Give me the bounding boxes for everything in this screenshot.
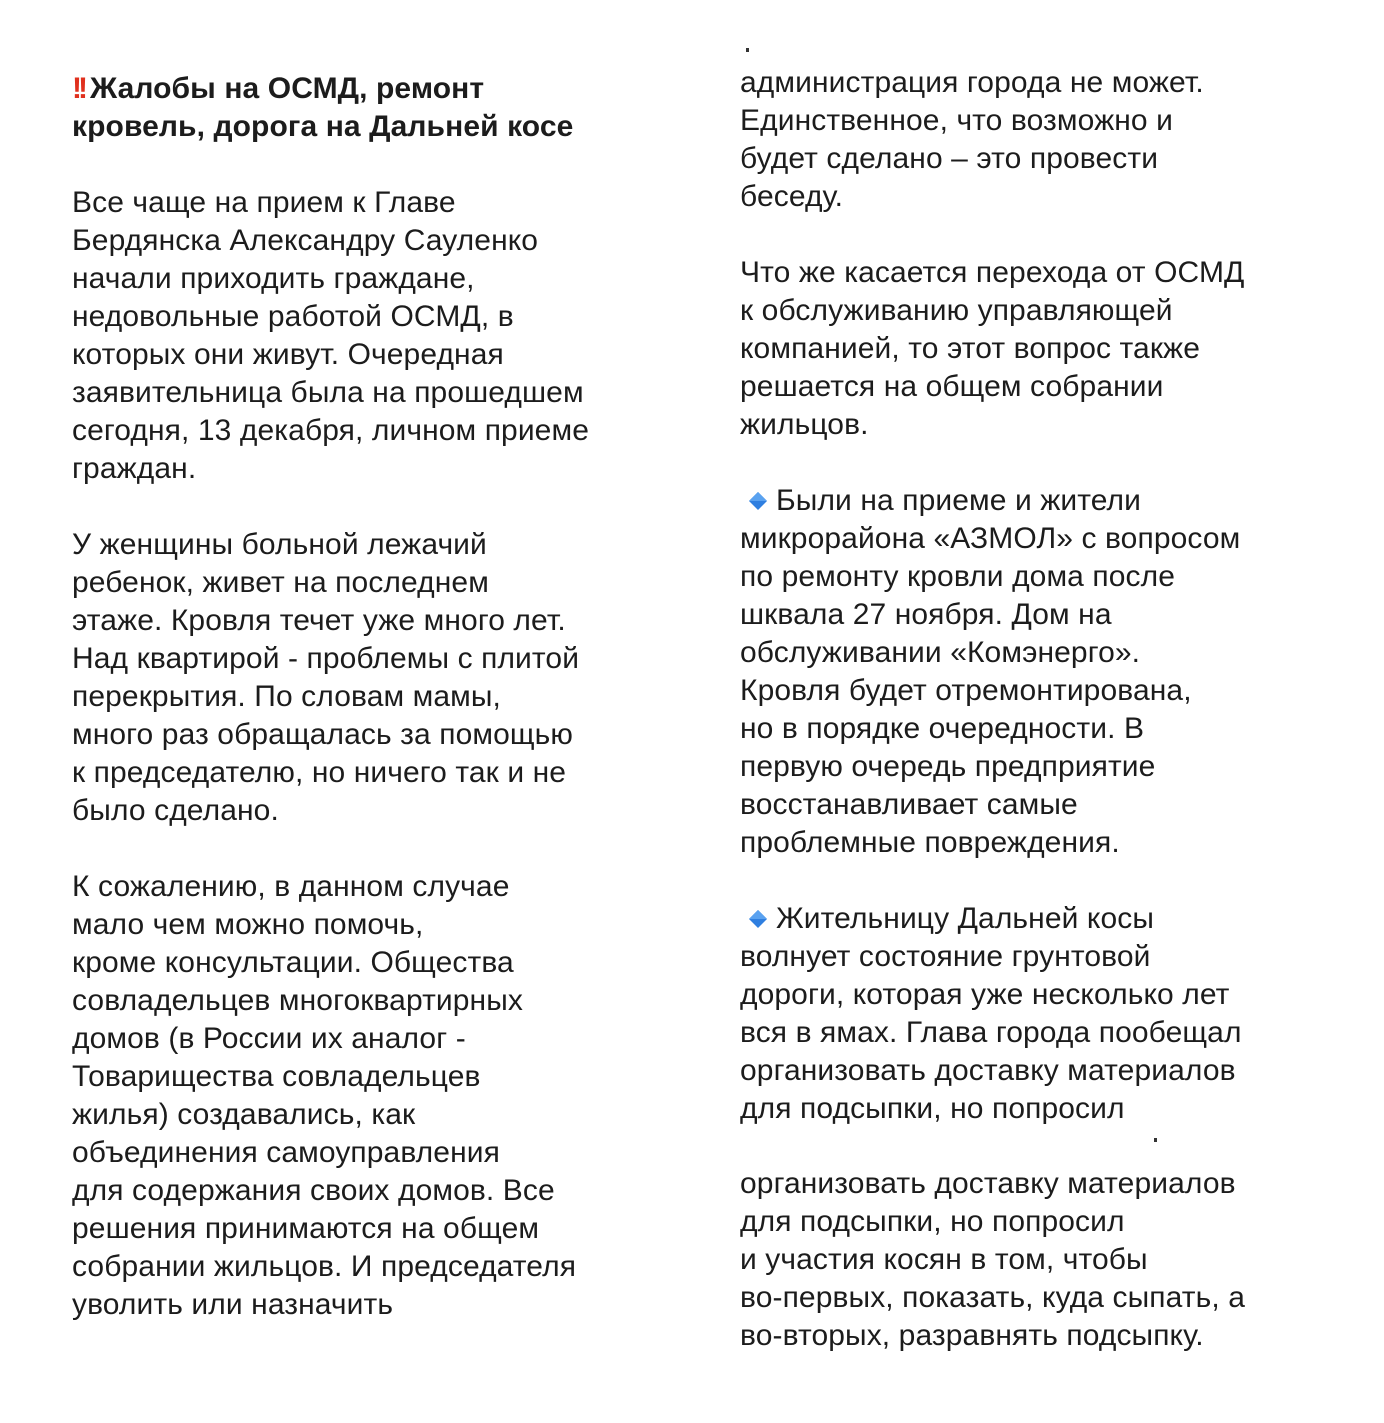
paragraph-right-3: Были на приеме и жители микрорайона «АЗМОЛ» с вопросом по ремонту кровли дома после шквала 27 ноября. Дом на обслуживании «Комэнерго». Кровля будет отремонтирована, но в порядке очередности. В первую очередь предприятие восстанавливает самые проблемные повреждения. — [740, 484, 1241, 859]
paragraph-left-1: Все чаще на прием к Главе Бердянска Александру Сауленко начали приходить граждане, недовольные работой ОСМД, в которых они живут. Очередная заявительница была на прошедшем сегодня, 13 декабря, личном приеме граждан. — [72, 186, 589, 485]
scan-speck — [746, 48, 749, 52]
paragraph-right-4: Жительницу Дальней косы волнует состояние грунтовой дороги, которая уже несколько лет вся в ямах. Глава города пообещал организовать доставку материалов для подсыпки, но попросил — [740, 902, 1242, 1125]
blue-diamond-icon — [748, 909, 768, 929]
paragraph-right-1: администрация города не может. Единственное, что возможно и будет сделано – это провести беседу. — [740, 66, 1204, 213]
left-column — [72, 70, 652, 1324]
post-title — [72, 70, 652, 146]
paragraph-left-3: К сожалению, в данном случае мало чем можно помочь, кроме консультации. Общества совладельцев многоквартирных домов (в России их аналог - Товарищества совладельцев жилья) создавались, как объединения самоуправления для содержания своих домов. Все решения принимаются на общем собрании жильцов. И председателя уволить или назначить — [72, 870, 577, 1321]
right-column-continued — [740, 1165, 1340, 1355]
blue-diamond-icon — [748, 491, 768, 511]
double-exclamation-icon: !! — [72, 72, 84, 105]
title-line-2: кровель, дорога на Дальней косе — [72, 110, 574, 143]
paragraph-right-5: организовать доставку материалов для подсыпки, но попросил и участия косян в том, чтобы во-первых, показать, куда сыпать, а во-вторых, разравнять подсыпку. — [740, 1167, 1245, 1352]
paragraph-left-2: У женщины больной лежачий ребенок, живет на последнем этаже. Кровля течет уже много лет. Над квартирой - проблемы с плитой перекрытия. По словам мамы, много раз обращалась за помощью к председателю, но ничего так и не было сделано. — [72, 528, 580, 827]
paragraph-right-2: Что же касается перехода от ОСМД к обслуживанию управляющей компанией, то этот вопрос также решается на общем собрании жильцов. — [740, 256, 1245, 441]
scan-speck — [1154, 1138, 1157, 1142]
right-column — [740, 64, 1340, 1128]
title-line-1: !! Жалобы на ОСМД, ремонт — [72, 72, 485, 105]
